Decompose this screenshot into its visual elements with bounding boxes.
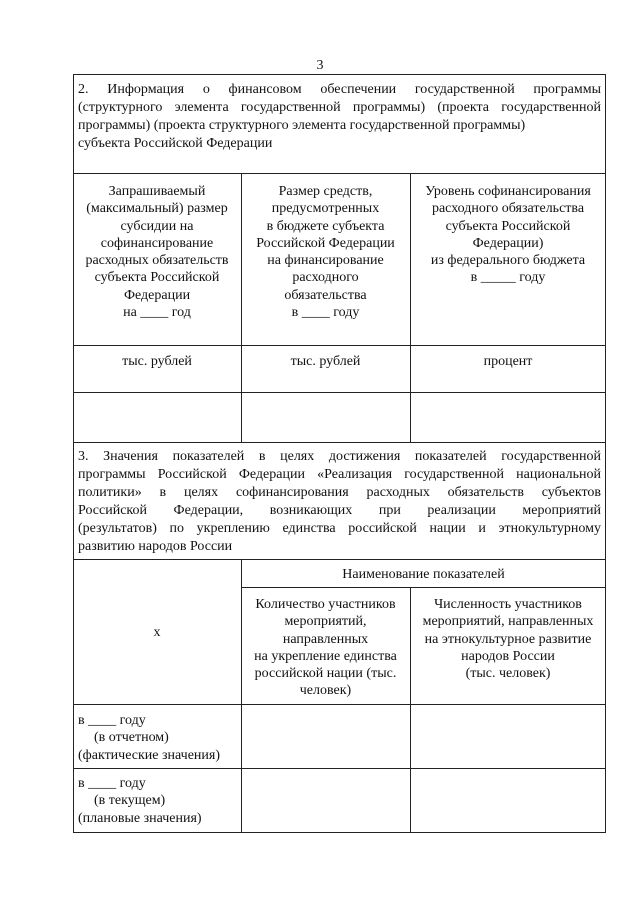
title-line: субъекта Российской Федерации (78, 136, 273, 151)
cell-line: из федерального бюджета (430, 253, 586, 269)
cell-line: (в отчетном) (94, 730, 169, 746)
cell-line: субъекта Российской (445, 218, 571, 234)
indicator-participants-ethnocultural (410, 596, 606, 682)
cell-line: мероприятий, направленных (422, 614, 594, 630)
cell-line: расходных обязательств (85, 253, 229, 269)
page-number: 3 (316, 58, 324, 73)
cell-line: на этнокультурное развитие (424, 631, 592, 647)
table-rule (73, 704, 606, 705)
cell-line: направленных (282, 631, 369, 647)
cell-line: российской нации (тыс. (254, 666, 397, 682)
table-rule (73, 442, 606, 443)
title-line: программы) (проекта структурного элемента государственной программы) (78, 118, 526, 133)
cell-line: Российской Федерации (256, 235, 395, 251)
cell-line: субсидии на (120, 218, 194, 234)
cell-line: расходного обязательства (431, 201, 585, 217)
cell-line: обязательства (284, 287, 367, 303)
cell-line: (в текущем) (94, 793, 166, 809)
cell-line: (тыс. человек) (465, 666, 551, 682)
cell-line: расходного (292, 270, 359, 286)
title-line: 2. Информация о финансовом обеспечении государственной программы (78, 82, 601, 97)
title-line: (результатов) по укреплению единства российской нации и этнокультурному (78, 521, 601, 536)
cell-line: на финансирование (267, 253, 384, 269)
table-rule (73, 392, 606, 393)
cell-line: в ____ году (78, 776, 146, 791)
unit-cell: тыс. рублей (290, 354, 361, 369)
unit-cell: процент (483, 354, 533, 369)
cell-line: в ____ году (291, 305, 360, 321)
cell-line: предусмотренных (271, 201, 380, 217)
cell-line: на укрепление единства (254, 648, 397, 664)
cell-line: субъекта Российской (94, 270, 220, 286)
cell-line: Размер средств, (278, 184, 373, 199)
header-subsidy-size (73, 183, 241, 321)
title-line: политики» в целях софинансирования расходных обязательств субъектов (78, 485, 601, 500)
table-rule (73, 559, 606, 560)
cell-line: человек) (299, 683, 352, 699)
cell-line: мероприятий, (284, 614, 367, 630)
cell-line: на ____ год (123, 305, 191, 321)
title-line: Российской Федерации, возникающих при реализации мероприятий (78, 503, 601, 518)
cell-line: Федерации (123, 287, 191, 303)
section3-title (78, 448, 601, 556)
cell-line: Федерации) (472, 235, 544, 251)
cell-line: Численность участников (434, 597, 582, 612)
cell-line: (плановые значения) (78, 810, 202, 826)
unit-cell: тыс. рублей (122, 354, 192, 369)
title-line: (структурного элемента государственной программы) (проекта государственной (78, 100, 601, 115)
cell-line: в бюджете субъекта (266, 218, 385, 234)
section2-title (78, 81, 601, 153)
cell-line: в _____ году (470, 270, 546, 286)
header-budget-funds (241, 183, 410, 321)
title-line: развитию народов России (78, 539, 233, 554)
indicators-header: Наименование показателей (342, 567, 505, 582)
table-rule (241, 587, 606, 588)
cell-line: Запрашиваемый (108, 184, 206, 199)
cell-line: софинансирование (100, 235, 214, 251)
header-cofinancing-level (410, 183, 606, 287)
row-reporting-year (78, 712, 241, 764)
title-line: программы Российской Федерации «Реализация государственной национальной (78, 467, 601, 482)
table-rule (73, 345, 606, 346)
cell-line: народов России (461, 648, 555, 664)
cell-line: (максимальный) размер (86, 201, 228, 217)
x-cell: х (153, 625, 161, 640)
title-line: 3. Значения показателей в целях достижения показателей государственной (78, 449, 601, 464)
cell-line: Количество участников (255, 597, 396, 612)
indicator-participants-unity (241, 596, 410, 700)
cell-line: Уровень софинансирования (425, 184, 591, 199)
cell-line: в ____ году (78, 713, 146, 728)
cell-line: (фактические значения) (78, 747, 221, 763)
row-current-year (78, 775, 241, 827)
table-rule (73, 768, 606, 769)
table-rule (73, 173, 606, 174)
